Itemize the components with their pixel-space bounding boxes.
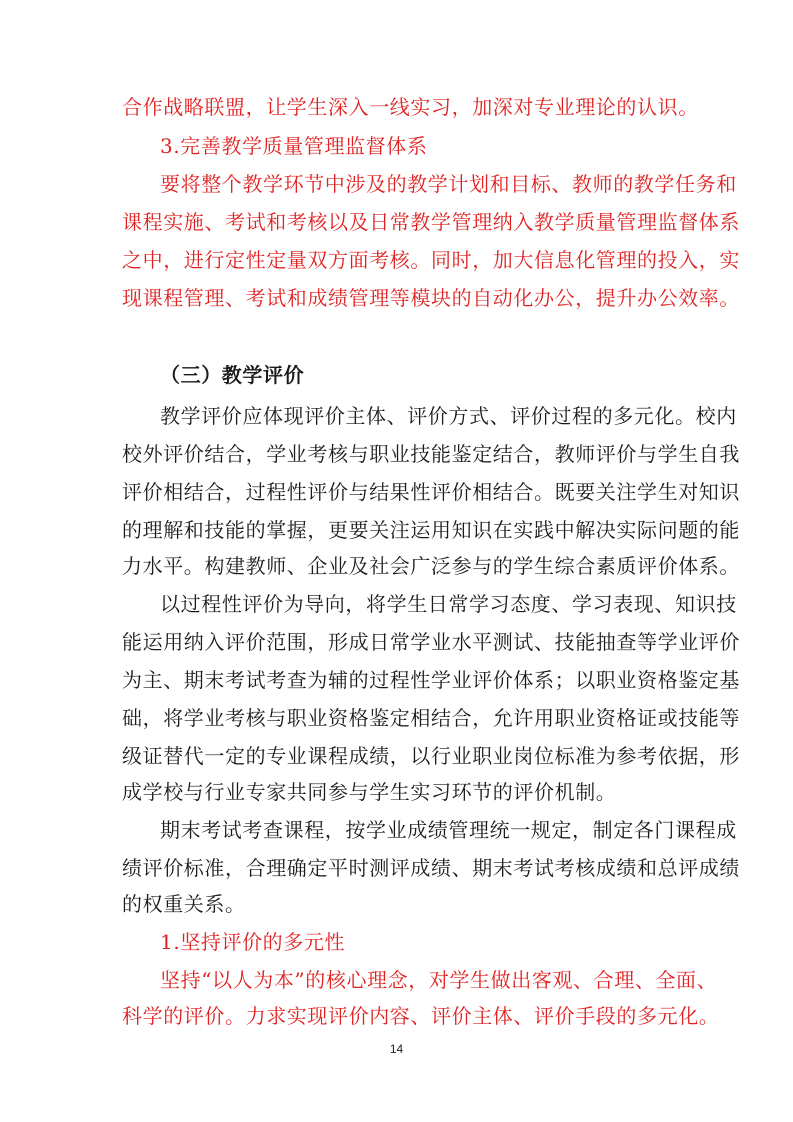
text-line: 课程实施、考试和考核以及日常教学管理纳入教学质量管理监督体系 bbox=[122, 210, 740, 234]
text-line: 以过程性评价为导向，将学生日常学习态度、学习表现、知识技 bbox=[160, 592, 737, 616]
text-line: 成学校与行业专家共同参与学生实习环节的评价机制。 bbox=[122, 780, 617, 804]
text-line: 级证替代一定的专业课程成绩，以行业职业岗位标准为参考依据，形 bbox=[122, 744, 740, 768]
text-line: 力水平。构建教师、企业及社会广泛参与的学生综合素质评价体系。 bbox=[122, 554, 740, 578]
text-line: 合作战略联盟，让学生深入一线实习，加深对专业理论的认识。 bbox=[122, 95, 699, 119]
text-line: 期末考试考查课程，按学业成绩管理统一规定，制定各门课程成 bbox=[160, 818, 737, 842]
text-line: 评价相结合，过程性评价与结果性评价相结合。既要关注学生对知识 bbox=[122, 480, 740, 504]
text-line: 坚持“以人为本”的核心理念，对学生做出客观、合理、全面、 bbox=[160, 968, 718, 992]
section-heading: （三）教学评价 bbox=[160, 363, 305, 387]
text-line: 的权重关系。 bbox=[122, 892, 246, 916]
subheading-diversity: 1.坚持评价的多元性 bbox=[160, 930, 346, 954]
text-line: 础，将学业考核与职业资格鉴定相结合，允许用职业资格证或技能等 bbox=[122, 706, 740, 730]
text-line: 的理解和技能的掌握，更要关注运用知识在实践中解决实际问题的能 bbox=[122, 518, 740, 542]
text-line: 要将整个教学环节中涉及的教学计划和目标、教师的教学任务和 bbox=[160, 172, 737, 196]
page-number: 14 bbox=[389, 1042, 404, 1056]
text-line: 为主、期末考试考查为辅的过程性学业评价体系；以职业资格鉴定基 bbox=[122, 668, 740, 692]
text-line: 绩评价标准，合理确定平时测评成绩、期末考试考核成绩和总评成绩 bbox=[122, 856, 740, 880]
text-line: 科学的评价。力求实现评价内容、评价主体、评价手段的多元化。 bbox=[122, 1004, 720, 1028]
subheading-quality-supervision: 3.完善教学质量管理监督体系 bbox=[160, 134, 428, 158]
text-line: 之中，进行定性定量双方面考核。同时，加大信息化管理的投入，实 bbox=[122, 248, 740, 272]
text-line: 校外评价结合，学业考核与职业技能鉴定结合，教师评价与学生自我 bbox=[122, 442, 740, 466]
text-line: 教学评价应体现评价主体、评价方式、评价过程的多元化。校内 bbox=[160, 404, 737, 428]
text-line: 现课程管理、考试和成绩管理等模块的自动化办公，提升办公效率。 bbox=[122, 286, 740, 310]
text-line: 能运用纳入评价范围，形成日常学业水平测试、技能抽查等学业评价 bbox=[122, 630, 740, 654]
